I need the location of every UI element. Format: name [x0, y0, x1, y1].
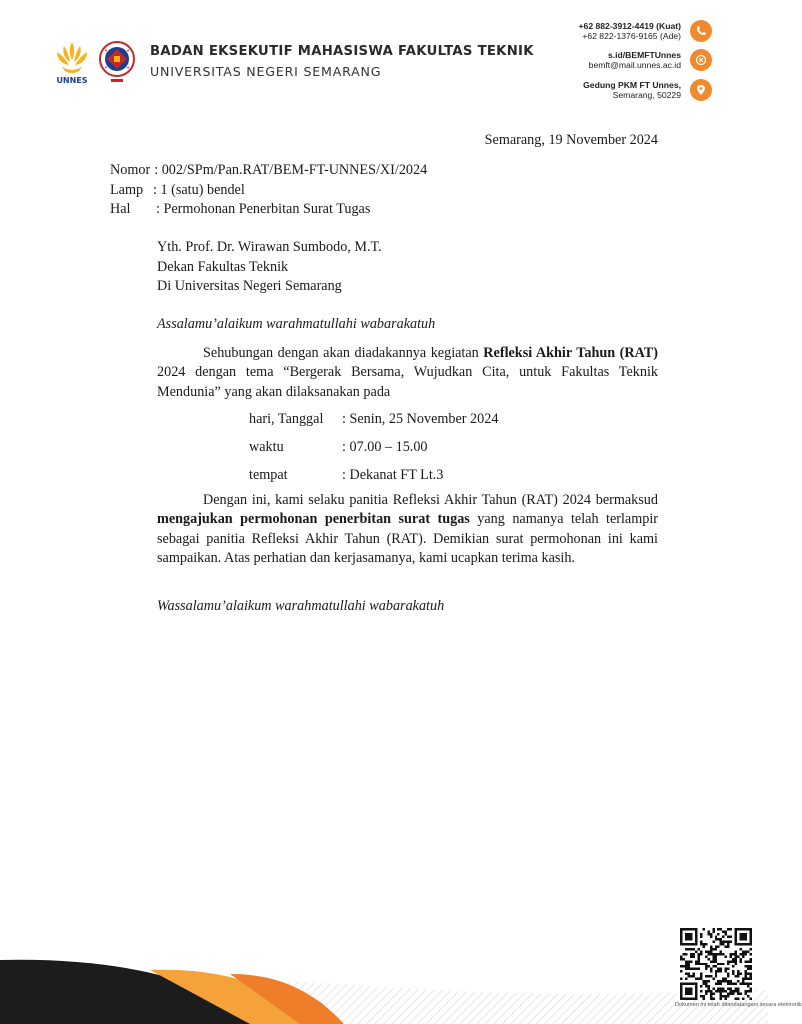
detail-row-time — [249, 439, 498, 467]
paragraph-request — [157, 491, 658, 569]
nomor-row — [110, 161, 427, 181]
p2-request-bold: mengajukan permohonan penerbitan surat tugas — [157, 511, 470, 528]
recipient-location: Di Universitas Negeri Semarang — [157, 278, 342, 294]
web-icon — [690, 49, 712, 71]
hal-value: : Permohonan Penerbitan Surat Tugas — [156, 201, 371, 217]
event-details — [249, 411, 498, 495]
unnes-logo-text: UNNES — [56, 76, 88, 85]
bem-logo-icon — [98, 38, 136, 88]
lamp-value: : 1 (satu) bendel — [153, 181, 245, 198]
detail-row-date — [249, 411, 498, 439]
qr-caption: Dokumen ini telah ditandatangani secara elektronik — [675, 1002, 802, 1008]
letter-meta — [110, 161, 427, 220]
p1-text-c: 2024 dengan tema “Bergerak Bersama, Wujudkan Cita, untuk Fakultas Teknik Mendunia” yang akan dilaksanakan pada — [157, 364, 658, 400]
lamp-row — [110, 181, 427, 201]
qr-code-icon — [677, 928, 755, 1000]
p2-text-a: Dengan ini, kami selaku panitia Refleksi Akhir Tahun (RAT) 2024 bermaksud — [203, 492, 658, 508]
contact-address — [583, 79, 712, 101]
letterhead — [0, 0, 768, 120]
web-text — [589, 50, 681, 71]
phone-line-2: +62 822-1376-9165 (Ade) — [582, 31, 681, 41]
web-line-1: s.id/BEMFTUnnes — [607, 49, 681, 60]
paragraph-intro — [157, 344, 658, 402]
p2-text-c: yang namanya telah terlampir sebagai panitia Refleksi Akhir Tahun (RAT). Demikian surat permohonan ini kami sampaikan. Atas perhatian dan kerjasamanya, kami ucapkan terima kasih. — [157, 511, 658, 567]
detail-label: waktu — [249, 439, 284, 455]
phone-icon — [690, 20, 712, 42]
closing-greeting: Wassalamu’alaikum warahmatullahi wabarakatuh — [157, 598, 445, 614]
detail-value: : Dekanat FT Lt.3 — [342, 467, 444, 483]
org-name: BADAN EKSEKUTIF MAHASISWA FAKULTAS TEKNIK — [150, 44, 534, 59]
hal-label: Hal — [110, 201, 131, 217]
nomor-label: Nomor — [110, 162, 151, 178]
contact-web — [589, 49, 712, 71]
p1-text-a: Sehubungan dengan akan diadakannya kegiatan — [203, 345, 484, 361]
organization-block — [150, 44, 534, 79]
address-line-2: Semarang, 50229 — [612, 90, 681, 100]
lamp-label: Lamp — [110, 181, 144, 198]
detail-value: : 07.00 – 15.00 — [342, 439, 428, 455]
nomor-value: : 002/SPm/Pan.RAT/BEM-FT-UNNES/XI/2024 — [154, 162, 428, 178]
contact-phone — [579, 20, 712, 42]
detail-label: tempat — [249, 467, 288, 483]
recipient-name: Yth. Prof. Dr. Wirawan Sumbodo, M.T. — [157, 239, 382, 255]
footer-wave-decoration — [0, 940, 802, 1024]
phone-text — [579, 21, 681, 42]
web-line-2: bemft@mail.unnes.ac.id — [588, 60, 681, 70]
p1-event-name: Refleksi Akhir Tahun (RAT) — [483, 345, 658, 361]
recipient-title: Dekan Fakultas Teknik — [157, 258, 289, 275]
location-icon — [690, 79, 712, 101]
unnes-logo-icon — [52, 38, 92, 88]
detail-label: hari, Tanggal — [249, 411, 324, 427]
org-university: UNIVERSITAS NEGERI SEMARANG — [150, 64, 382, 79]
recipient-block — [157, 238, 382, 297]
letter-date: Semarang, 19 November 2024 — [484, 132, 658, 148]
hal-row — [110, 200, 427, 220]
phone-line-1: +62 882-3912-4419 (Kuat) — [578, 20, 681, 31]
address-line-1: Gedung PKM FT Unnes, — [583, 79, 681, 90]
opening-greeting: Assalamu’alaikum warahmatullahi wabarakatuh — [157, 316, 436, 332]
address-text — [583, 80, 681, 101]
detail-value: : Senin, 25 November 2024 — [342, 411, 499, 427]
